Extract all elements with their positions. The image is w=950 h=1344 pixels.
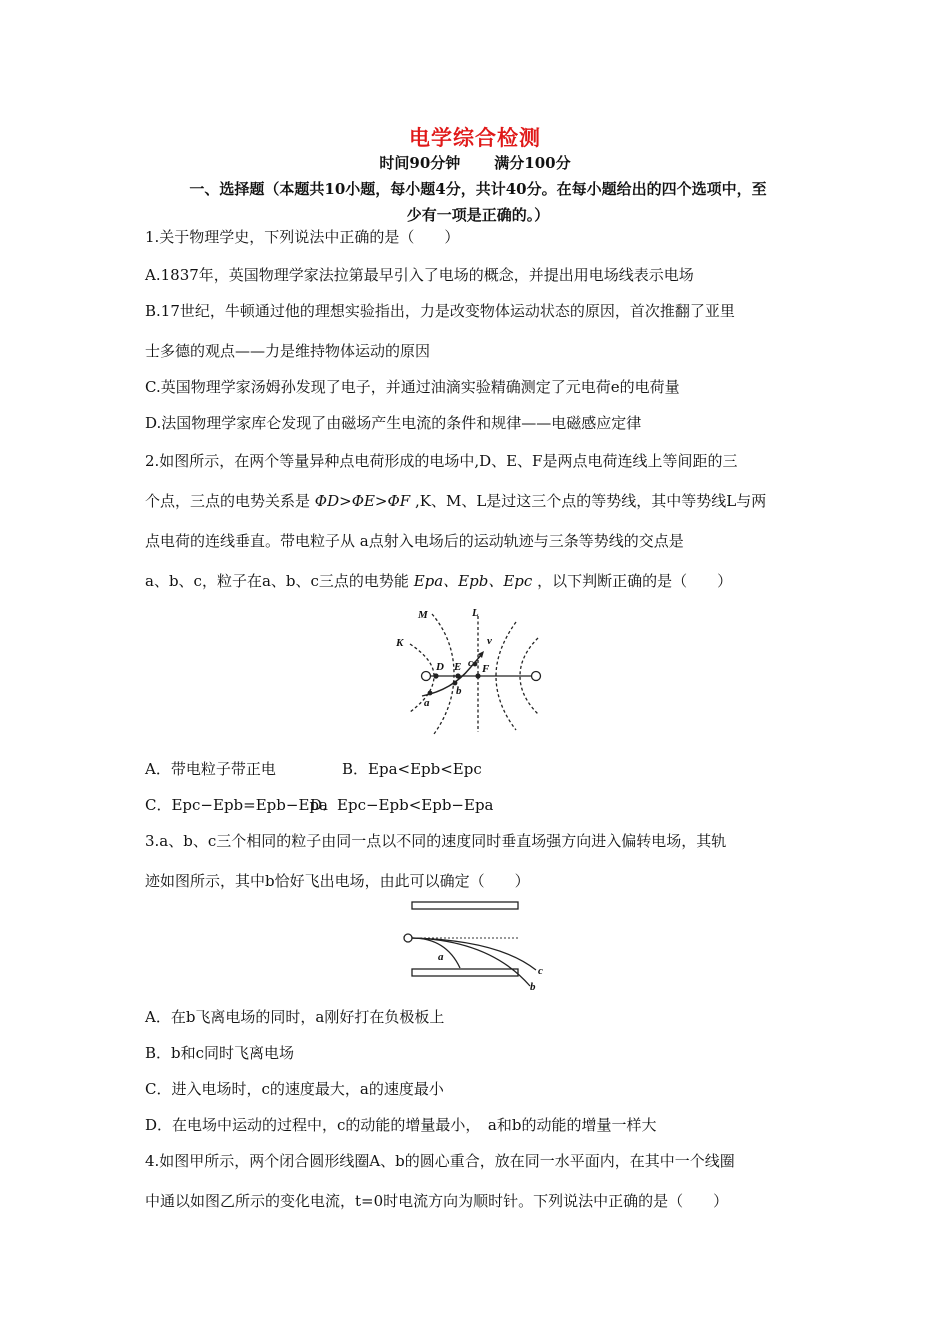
q1-option-b-line2: 士多德的观点——力是维持物体运动的原因: [145, 342, 431, 360]
q3-option-c: C．进入电场时，c的速度最大，a的速度最小: [145, 1080, 444, 1098]
label-m: M: [418, 609, 428, 621]
label-a: a: [424, 697, 430, 709]
q2-option-b: B．Epa<Epb<Epc: [342, 760, 482, 778]
trajectory-b: [412, 938, 530, 986]
label-c: c: [538, 965, 543, 977]
q4-stem-line2: 中通以如图乙所示的变化电流，t=0时电流方向为顺时针。下列说法中正确的是（ ）: [145, 1192, 729, 1210]
entry-point: [404, 934, 412, 942]
q4-stem-line1: 4.如图甲所示，两个闭合圆形线圈A、b的圆心重合，放在同一水平面内，在其中一个线圈: [145, 1152, 735, 1170]
label-b: b: [530, 981, 536, 990]
point-c: [473, 662, 478, 667]
charge-right: [532, 672, 541, 681]
q3-option-d: D．在电场中运动的过程中，c的动能的增量最小， a和b的动能的增量一样大: [145, 1116, 657, 1134]
q2-potential-relation: ΦD>ΦE>ΦF: [314, 492, 411, 510]
q3-option-a: A．在b飞离电场的同时，a刚好打在负极板上: [145, 1008, 445, 1026]
section-heading-line-1: 一、选择题（本题共10小题，每小题4分，共计40分。在每小题给出的四个选项中，至: [189, 180, 767, 198]
q2-stem-line3: 点电荷的连线垂直。带电粒子从 a点射入电场后的运动轨迹与三条等势线的交点是: [145, 532, 684, 550]
label-b: b: [456, 685, 462, 697]
point-d: [433, 673, 438, 678]
q2-option-c: C．Epc−Epb=Epb−Epa: [145, 796, 328, 814]
q1-stem: 1.关于物理学史，下列说法中正确的是（ ）: [145, 228, 460, 246]
page-title: 电学综合检测: [409, 125, 541, 150]
label-c: c: [468, 657, 473, 669]
exam-time: 时间90分钟: [379, 154, 461, 172]
q3-option-b: B．b和c同时飞离电场: [145, 1044, 295, 1062]
label-l: L: [472, 607, 479, 619]
q2-stem-line4-a: a、b、c，粒子在a、b、c三点的电势能: [145, 572, 409, 590]
exam-score: 满分100分: [494, 154, 571, 172]
label-d: D: [436, 661, 444, 673]
q2-potential-energies: Epa、Epb、Epc: [413, 572, 533, 590]
q1-option-b-line1: B.17世纪，牛顿通过他的理想实验指出，力是改变物体运动状态的原因，首次推翻了亚里: [145, 302, 735, 320]
q2-stem-line4-b: ，以下判断正确的是（ ）: [537, 572, 733, 590]
exam-info: [0, 152, 950, 173]
point-e: [455, 673, 460, 678]
label-e: E: [454, 661, 462, 673]
q3-stem-line1: 3.a、b、c三个相同的粒子由同一点以不同的速度同时垂直场强方向进入偏转电场，其轨: [145, 832, 727, 850]
q2-stem-line2: [145, 490, 766, 511]
charge-left: [422, 672, 431, 681]
label-f: F: [482, 663, 490, 675]
q1-option-d: D.法国物理学家库仑发现了由磁场产生电流的条件和规律——电磁感应定律: [145, 414, 642, 432]
q3-stem-line2: 迹如图所示，其中b恰好飞出电场，由此可以确定（ ）: [145, 872, 530, 890]
q1-option-c: C.英国物理学家汤姆孙发现了电子，并通过油滴实验精确测定了元电荷e的电荷量: [145, 378, 680, 396]
q2-field-figure: [392, 604, 548, 740]
q2-option-d: D．Epc−Epb<Epb−Epa: [310, 796, 494, 814]
upper-plate: [412, 902, 518, 909]
section-heading-line-2: 少有一项是正确的。）: [406, 206, 550, 224]
q2-option-a: A．带电粒子带正电: [145, 760, 276, 778]
trajectory-c: [412, 938, 536, 970]
q3-deflection-figure: [398, 898, 548, 990]
lower-plate: [412, 969, 518, 976]
q2-stem-line4: [145, 570, 732, 591]
label-a: a: [438, 951, 444, 963]
q2-stem-line1: 2.如图所示，在两个等量异种点电荷形成的电场中,D、E、F是两点电荷连线上等间距的三: [145, 452, 738, 470]
q2-stem-line2-b: ,K、M、L是过这三个点的等势线，其中等势线L与两: [415, 492, 767, 510]
point-f: [475, 673, 480, 678]
q2-stem-line2-a: 个点，三点的电势关系是: [145, 492, 311, 510]
label-k: K: [396, 637, 404, 649]
label-v: v: [487, 635, 492, 647]
point-a: [428, 691, 433, 696]
section-heading: [148, 176, 808, 228]
q1-option-a: A.1837年，英国物理学家法拉第最早引入了电场的概念，并提出用电场线表示电场: [145, 266, 694, 284]
